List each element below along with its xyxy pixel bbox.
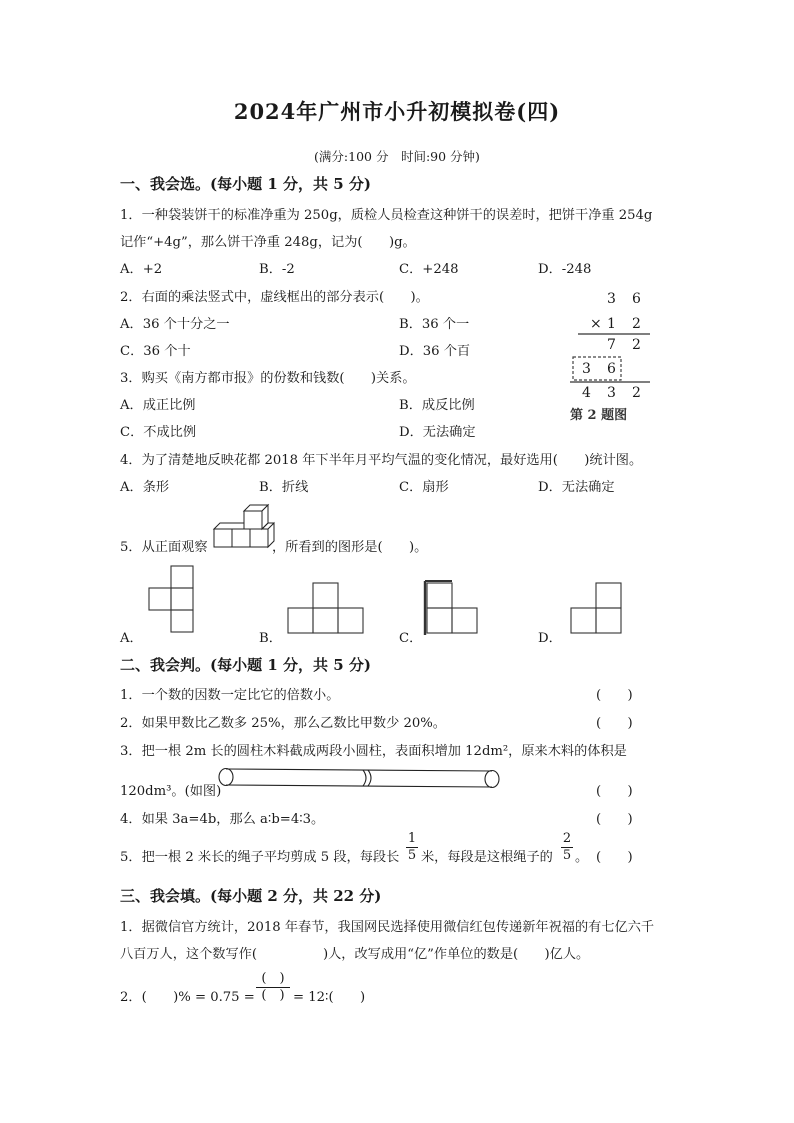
s1-q5-option-a[interactable]: A． [120,631,143,646]
s2-q1-answer-bracket[interactable]: ( ) [596,688,633,703]
s1-q1-option-d[interactable]: D．-248 [538,262,592,277]
mult-digit: 2 [632,337,641,353]
fraction-numerator: ( ) [261,971,285,986]
fraction-numerator: 1 [407,831,417,846]
s1-q1-option-b[interactable]: B．-2 [259,262,295,277]
s2-q2-text: 2．如果甲数比乙数多 25%，那么乙数比甲数少 20%。 [120,716,446,731]
s1-q5-option-c[interactable]: C． [399,631,423,646]
s1-q4-option-d[interactable]: D．无法确定 [538,480,615,495]
s1-q2-option-c[interactable]: C．36 个十 [120,344,191,359]
s1-q2-option-d[interactable]: D．36 个百 [399,344,471,359]
s1-q3-option-d[interactable]: D．无法确定 [399,425,476,440]
fraction-denominator: 5 [407,848,417,863]
s2-q3-line1: 3．把一根 2m 长的圆柱木料截成两段小圆柱，表面积增加 12dm²，原来木料的体积是 [120,744,627,759]
s1-q5-text-after: ，所看到的图形是( )。 [272,540,428,555]
mult-digit: 2 [632,385,641,401]
s1-q2-option-a[interactable]: A．36 个十分之一 [120,317,230,332]
s3-q2-text-b: = 12∶( ) [293,990,366,1005]
s1-q4-option-b[interactable]: B．折线 [259,480,309,495]
s1-q5-option-b[interactable]: B． [259,631,282,646]
mult-digit: 6 [632,291,641,307]
s1-q4-text: 4．为了清楚地反映花都 2018 年下半年月平均气温的变化情况，最好选用( )统计图。 [120,453,643,468]
s3-q2-fraction[interactable] [256,972,290,1003]
s2-q3-line2: 120dm³。(如图) [120,784,222,799]
s2-q3-answer-bracket[interactable]: ( ) [596,784,633,799]
mult-digit: 3 [582,361,591,377]
mult-sign: × [590,316,602,332]
s3-q1-line2: 八百万人，这个数写作( )人，改写成用“亿”作单位的数是( )亿人。 [120,947,590,962]
s1-q3-option-b[interactable]: B．成反比例 [399,398,475,413]
s2-q1-text: 1．一个数的因数一定比它的倍数小。 [120,688,340,703]
fraction-numerator: 2 [562,831,572,846]
fraction-denominator: ( ) [261,988,285,1003]
figure-caption: 第 2 题图 [570,408,628,423]
mult-digit: 4 [582,385,591,401]
s2-q5-text-c: 。 [575,850,589,865]
s2-q5-fraction2 [561,832,573,863]
s1-q5-text-before: 5．从正面观察 [120,540,208,555]
s3-q2-text-a: 2．( )% = 0.75 = [120,990,255,1005]
mult-digit: 7 [607,337,616,353]
s2-q4-answer-bracket[interactable]: ( ) [596,812,633,827]
s2-q5-answer-bracket[interactable]: ( ) [596,850,633,865]
s1-q2-option-b[interactable]: B．36 个一 [399,317,470,332]
s1-q3-option-c[interactable]: C．不成比例 [120,425,197,440]
s1-q2-text: 2．右面的乘法竖式中，虚线框出的部分表示( )。 [120,290,429,305]
s2-q5-fraction1 [406,832,418,863]
section2-heading: 二、我会判。(每小题 1 分，共 5 分) [120,656,371,674]
mult-digit: 3 [607,291,616,307]
s1-q1-option-a[interactable]: A．+2 [120,262,163,277]
mult-digit: 3 [607,385,616,401]
s3-q1-line1: 1．据微信官方统计，2018 年春节，我国网民选择使用微信红包传递新年祝福的有七亿六千 [120,920,655,935]
s1-q5-option-d[interactable]: D． [538,631,562,646]
mult-digit: 6 [607,361,616,377]
mult-digit: 1 [607,316,616,332]
s1-q4-option-a[interactable]: A．条形 [120,480,170,495]
fraction-denominator: 5 [562,848,572,863]
s1-q1-line2: 记作“+4g”，那么饼干净重 248g，记为( )g。 [120,235,416,250]
section3-heading: 三、我会填。(每小题 2 分，共 22 分) [120,887,382,905]
page-title: 2024年广州市小升初模拟卷(四) [233,99,561,124]
s1-q4-option-c[interactable]: C．扇形 [399,480,449,495]
section1-heading: 一、我会选。(每小题 1 分，共 5 分) [120,175,371,193]
s1-q1-option-c[interactable]: C．+248 [399,262,459,277]
s1-q3-text: 3．购买《南方都市报》的份数和钱数( )关系。 [120,371,416,386]
s2-q5-text-a: 5．把一根 2 米长的绳子平均剪成 5 段，每段长 [120,850,400,865]
page-subtitle: (满分:100 分 时间:90 分钟) [314,149,480,164]
s1-q3-option-a[interactable]: A．成正比例 [120,398,196,413]
s2-q4-text: 4．如果 3a=4b，那么 a∶b=4∶3。 [120,812,325,827]
s1-q1-line1: 1．一种袋装饼干的标准净重为 250g，质检人员检查这种饼干的误差时，把饼干净重 254g [120,208,653,223]
s2-q5-text-b: 米，每段是这根绳子的 [421,850,553,865]
mult-digit: 2 [632,316,641,332]
s2-q2-answer-bracket[interactable]: ( ) [596,716,633,731]
